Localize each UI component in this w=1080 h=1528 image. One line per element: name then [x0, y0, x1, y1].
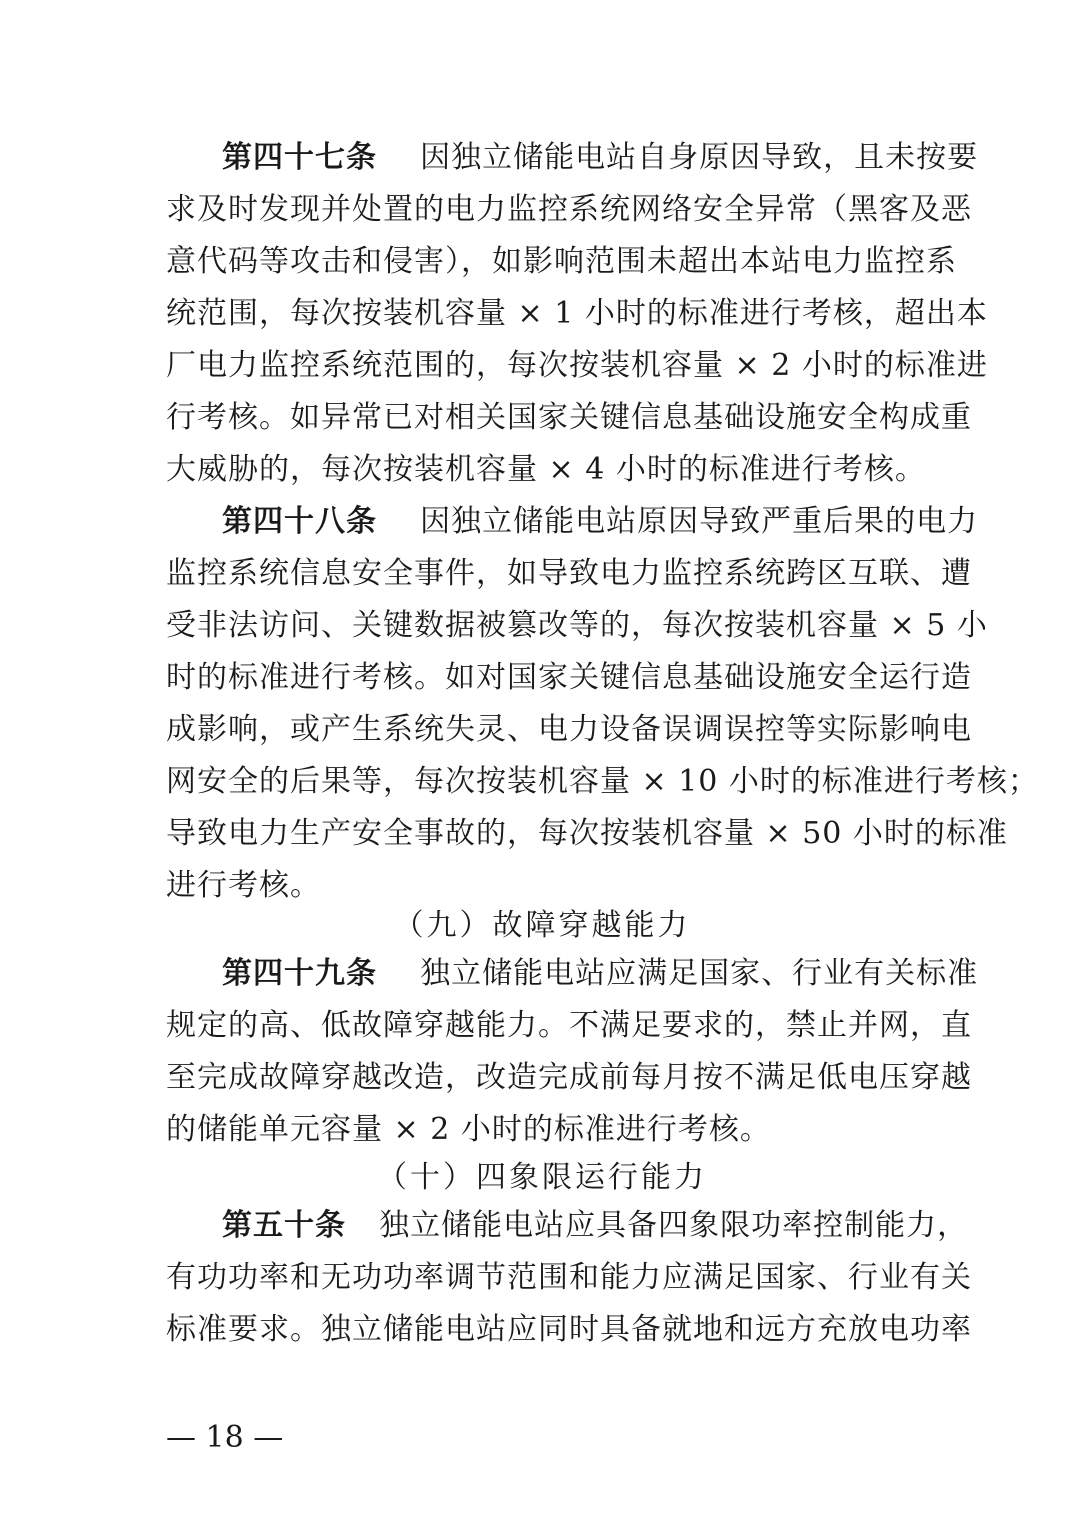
article-50-first-line [222, 1200, 969, 1252]
article-49-line: 至完成故障穿越改造，改造完成前每月按不满足低电压穿越 [166, 1060, 972, 1095]
section-9-heading: （九）故障穿越能力 [393, 908, 691, 943]
article-47-line: 求及时发现并处置的电力监控系统网络安全异常（黑客及恶 [166, 192, 972, 227]
article-48-first-line [222, 496, 979, 548]
article-50-first-text: 独立储能电站应具备四象限功率控制能力， [379, 1208, 969, 1243]
article-48-line: 受非法访问、关键数据被篡改等的，每次按装机容量 × 5 小 [166, 608, 988, 643]
article-47-line: 行考核。如异常已对相关国家关键信息基础设施安全构成重 [166, 400, 972, 435]
article-48-line: 网安全的后果等，每次按装机容量 × 10 小时的标准进行考核； [166, 764, 1039, 799]
article-49-title: 第四十九条 [222, 956, 377, 991]
article-50-line: 有功功率和无功功率调节范围和能力应满足国家、行业有关 [166, 1260, 972, 1295]
article-48-line: 成影响，或产生系统失灵、电力设备误调误控等实际影响电 [166, 712, 972, 747]
article-47-line: 大威胁的，每次按装机容量 × 4 小时的标准进行考核。 [166, 452, 926, 487]
article-47-title: 第四十七条 [222, 140, 377, 175]
article-47-first-text: 因独立储能电站自身原因导致，且未按要 [420, 140, 979, 175]
article-48-title: 第四十八条 [222, 504, 377, 539]
article-49-line: 规定的高、低故障穿越能力。不满足要求的，禁止并网，直 [166, 1008, 972, 1043]
article-49-first-text: 独立储能电站应满足国家、行业有关标准 [420, 956, 979, 991]
article-48-line: 导致电力生产安全事故的，每次按装机容量 × 50 小时的标准 [166, 816, 1008, 851]
article-47-line: 统范围，每次按装机容量 × 1 小时的标准进行考核，超出本 [166, 296, 988, 331]
article-48-line: 监控系统信息安全事件，如导致电力监控系统跨区互联、遭 [166, 556, 972, 591]
page-number: — 18 — [166, 1420, 284, 1455]
article-49-line: 的储能单元容量 × 2 小时的标准进行考核。 [166, 1112, 771, 1147]
article-47-first-line [222, 132, 979, 184]
article-47-line: 厂电力监控系统范围的，每次按装机容量 × 2 小时的标准进 [166, 348, 988, 383]
section-10-heading: （十）四象限运行能力 [377, 1160, 707, 1195]
article-47-line: 意代码等攻击和侵害），如影响范围未超出本站电力监控系 [166, 244, 957, 279]
article-48-first-text: 因独立储能电站原因导致严重后果的电力 [420, 504, 979, 539]
article-50-title: 第五十条 [222, 1208, 346, 1243]
article-48-line: 进行考核。 [166, 868, 321, 903]
article-49-first-line [222, 948, 979, 1000]
article-50-line: 标准要求。独立储能电站应同时具备就地和远方充放电功率 [166, 1312, 972, 1347]
article-48-line: 时的标准进行考核。如对国家关键信息基础设施安全运行造 [166, 660, 972, 695]
